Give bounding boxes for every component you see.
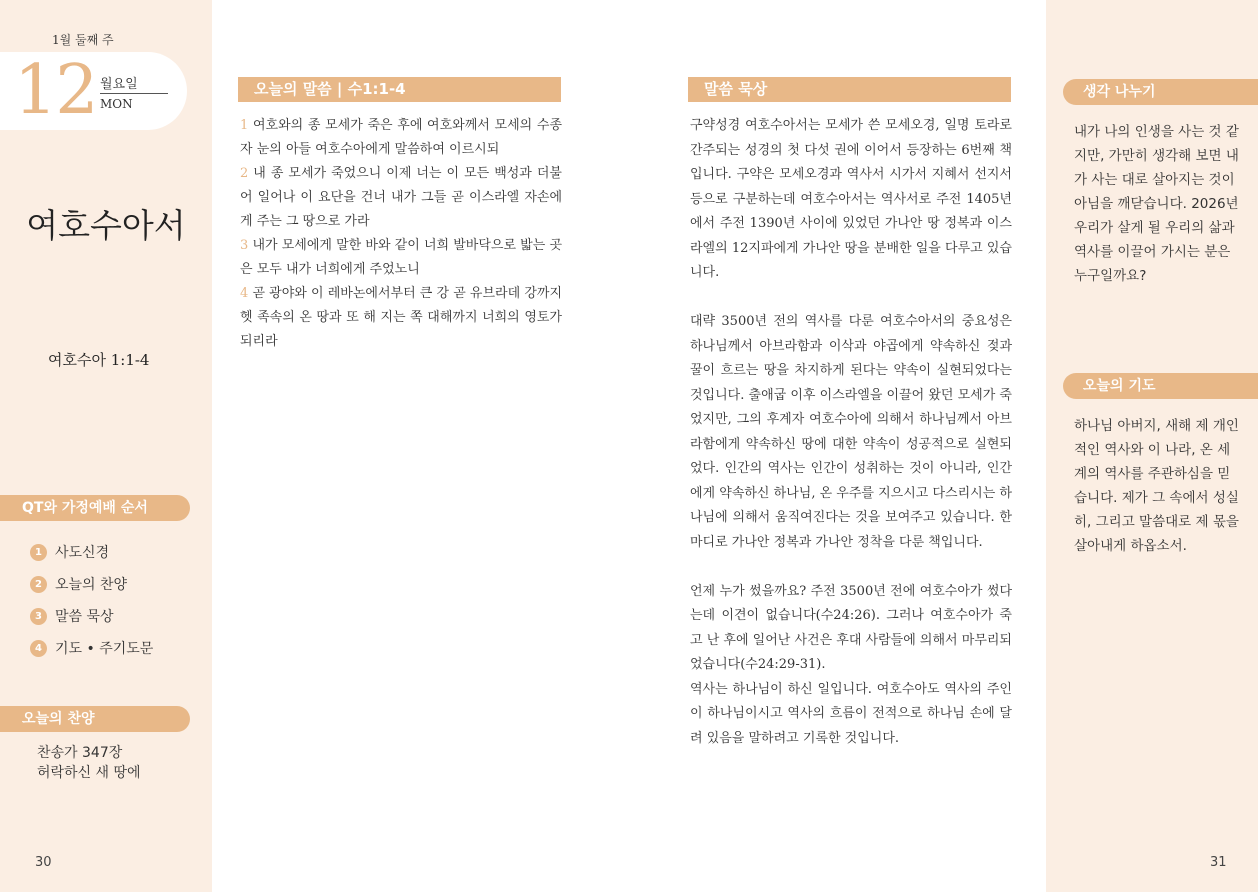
prayer-text: 하나님 아버지, 새해 제 개인적인 역사와 이 나라, 온 세계의 역사를 주관하심을 믿습니다. 제가 그 속에서 성실히, 그리고 말씀대로 제 몫을 살아내게 하옵소서. [1074, 418, 1239, 554]
meditation-text [690, 114, 1012, 751]
page-number-left: 30 [35, 855, 52, 870]
hymn-name: 허락하신 새 땅에 [37, 765, 141, 781]
day-of-week-en: MON [100, 97, 133, 111]
book-reference: 여호수아 1:1-4 [48, 351, 150, 369]
order-item [30, 638, 153, 658]
hymn-number: 찬송가 347장 [37, 745, 123, 761]
order-title: QT와 가정예배 순서 [0, 495, 190, 521]
hymn-title: 오늘의 찬양 [0, 706, 190, 732]
order-item [30, 542, 109, 562]
order-item-label: 오늘의 찬양 [55, 577, 128, 593]
order-item [30, 606, 114, 626]
order-item-label: 말씀 묵상 [55, 609, 114, 625]
day-divider [100, 93, 168, 94]
page-number-right: 31 [1210, 855, 1227, 870]
day-of-week-ko: 월요일 [100, 77, 138, 92]
book-title: 여호수아서 [26, 206, 186, 245]
number-badge: 4 [30, 640, 47, 657]
day-number: 12 [14, 51, 97, 130]
verse-number: 3 [240, 238, 249, 253]
order-item-label: 사도신경 [55, 545, 110, 561]
verse-number: 2 [240, 166, 249, 181]
verse-text: 곧 광야와 이 레바논에서부터 큰 강 곧 유브라데 강까지 헷 족속의 온 땅과 또 해 지는 쪽 대해까지 너희의 영토가 되리라 [240, 286, 562, 349]
number-badge: 2 [30, 576, 47, 593]
scripture-text [240, 114, 562, 354]
order-item-label: 기도 • 주기도문 [55, 641, 154, 657]
meditation-paragraph: 역사는 하나님이 하신 일입니다. 여호수아도 역사의 주인이 하나님이시고 역사의 흐름이 전적으로 하나님 손에 달려 있음을 말하려고 기록한 것입니다. [690, 681, 1012, 746]
verse-text: 여호와의 종 모세가 죽은 후에 여호와께서 모세의 수종자 눈의 아들 여호수아에게 말씀하여 이르시되 [240, 118, 562, 157]
order-item [30, 574, 127, 594]
week-label: 1월 둘째 주 [52, 33, 114, 47]
verse-text: 내가 모세에게 말한 바와 같이 너희 발바닥으로 밟는 곳은 모두 내가 너희에게 주었노니 [240, 238, 562, 277]
share-text: 내가 나의 인생을 사는 것 같지만, 가만히 생각해 보면 내가 사는 대로 살아지는 것이 아님을 깨닫습니다. 2026년 우리가 살게 될 우리의 삶과 역사를 이끌어 가시는 분은 누구일까요? [1074, 124, 1239, 284]
prayer-title: 오늘의 기도 [1063, 373, 1258, 399]
number-badge: 3 [30, 608, 47, 625]
meditation-paragraph: 대략 3500년 전의 역사를 다룬 여호수아서의 중요성은 하나님께서 아브라함과 이삭과 야곱에게 약속하신 젖과 꿀이 흐르는 땅을 차지하게 된다는 약속이 실현되었다는 것입니다. 출애굽 이후 이스라엘을 이끌어 왔던 모세가 죽었지만, 그의 후계자 여호수아에 의해서 하나님께서 아브라함에게 약속하신 땅에 대한 약속이 성공적으로 실현되었다. 인간의 역사는 인간이 성취하는 것이 아니라, 인간에게 약속하신 하나님, 온 우주를 지으시고 다스리시는 하나님에 의해서 움직여진다는 것을 보여주고 있습니다. 한 마디로 가나안 정복과 가나안 정착을 다룬 책입니다. [690, 314, 1012, 550]
meditation-paragraph: 언제 누가 썼을까요? 주전 3500년 전에 여호수아가 썼다는데 이견이 없습니다(수24:26). 그러나 여호수아가 죽고 난 후에 일어난 사건은 후대 사람들에 의해서 마무리되었습니다(수24:29-31). [690, 583, 1012, 672]
hymn-info [37, 743, 141, 783]
meditation-paragraph: 구약성경 여호수아서는 모세가 쓴 모세오경, 일명 토라로 간주되는 성경의 첫 다섯 권에 이어서 등장하는 6번째 책입니다. 구약은 모세오경과 역사서 시가서 지혜서 선지서 등으로 구분하는데 여호수아서는 역사서로 주전 1405년에서 주전 1390년 사이에 있었던 가나안 땅 정복과 이스라엘의 12지파에게 가나안 땅을 분배한 일을 다루고 있습니다. [690, 118, 1012, 280]
verse-text: 내 종 모세가 죽었으니 이제 너는 이 모든 백성과 더불어 일어나 이 요단을 건너 내가 그들 곧 이스라엘 자손에게 주는 그 땅으로 가라 [240, 166, 562, 229]
scripture-title: 오늘의 말씀 | 수1:1-4 [238, 77, 561, 102]
share-title: 생각 나누기 [1063, 79, 1258, 105]
number-badge: 1 [30, 544, 47, 561]
verse-number: 1 [240, 118, 249, 133]
verse-number: 4 [240, 286, 249, 301]
meditation-title: 말씀 묵상 [688, 77, 1011, 102]
